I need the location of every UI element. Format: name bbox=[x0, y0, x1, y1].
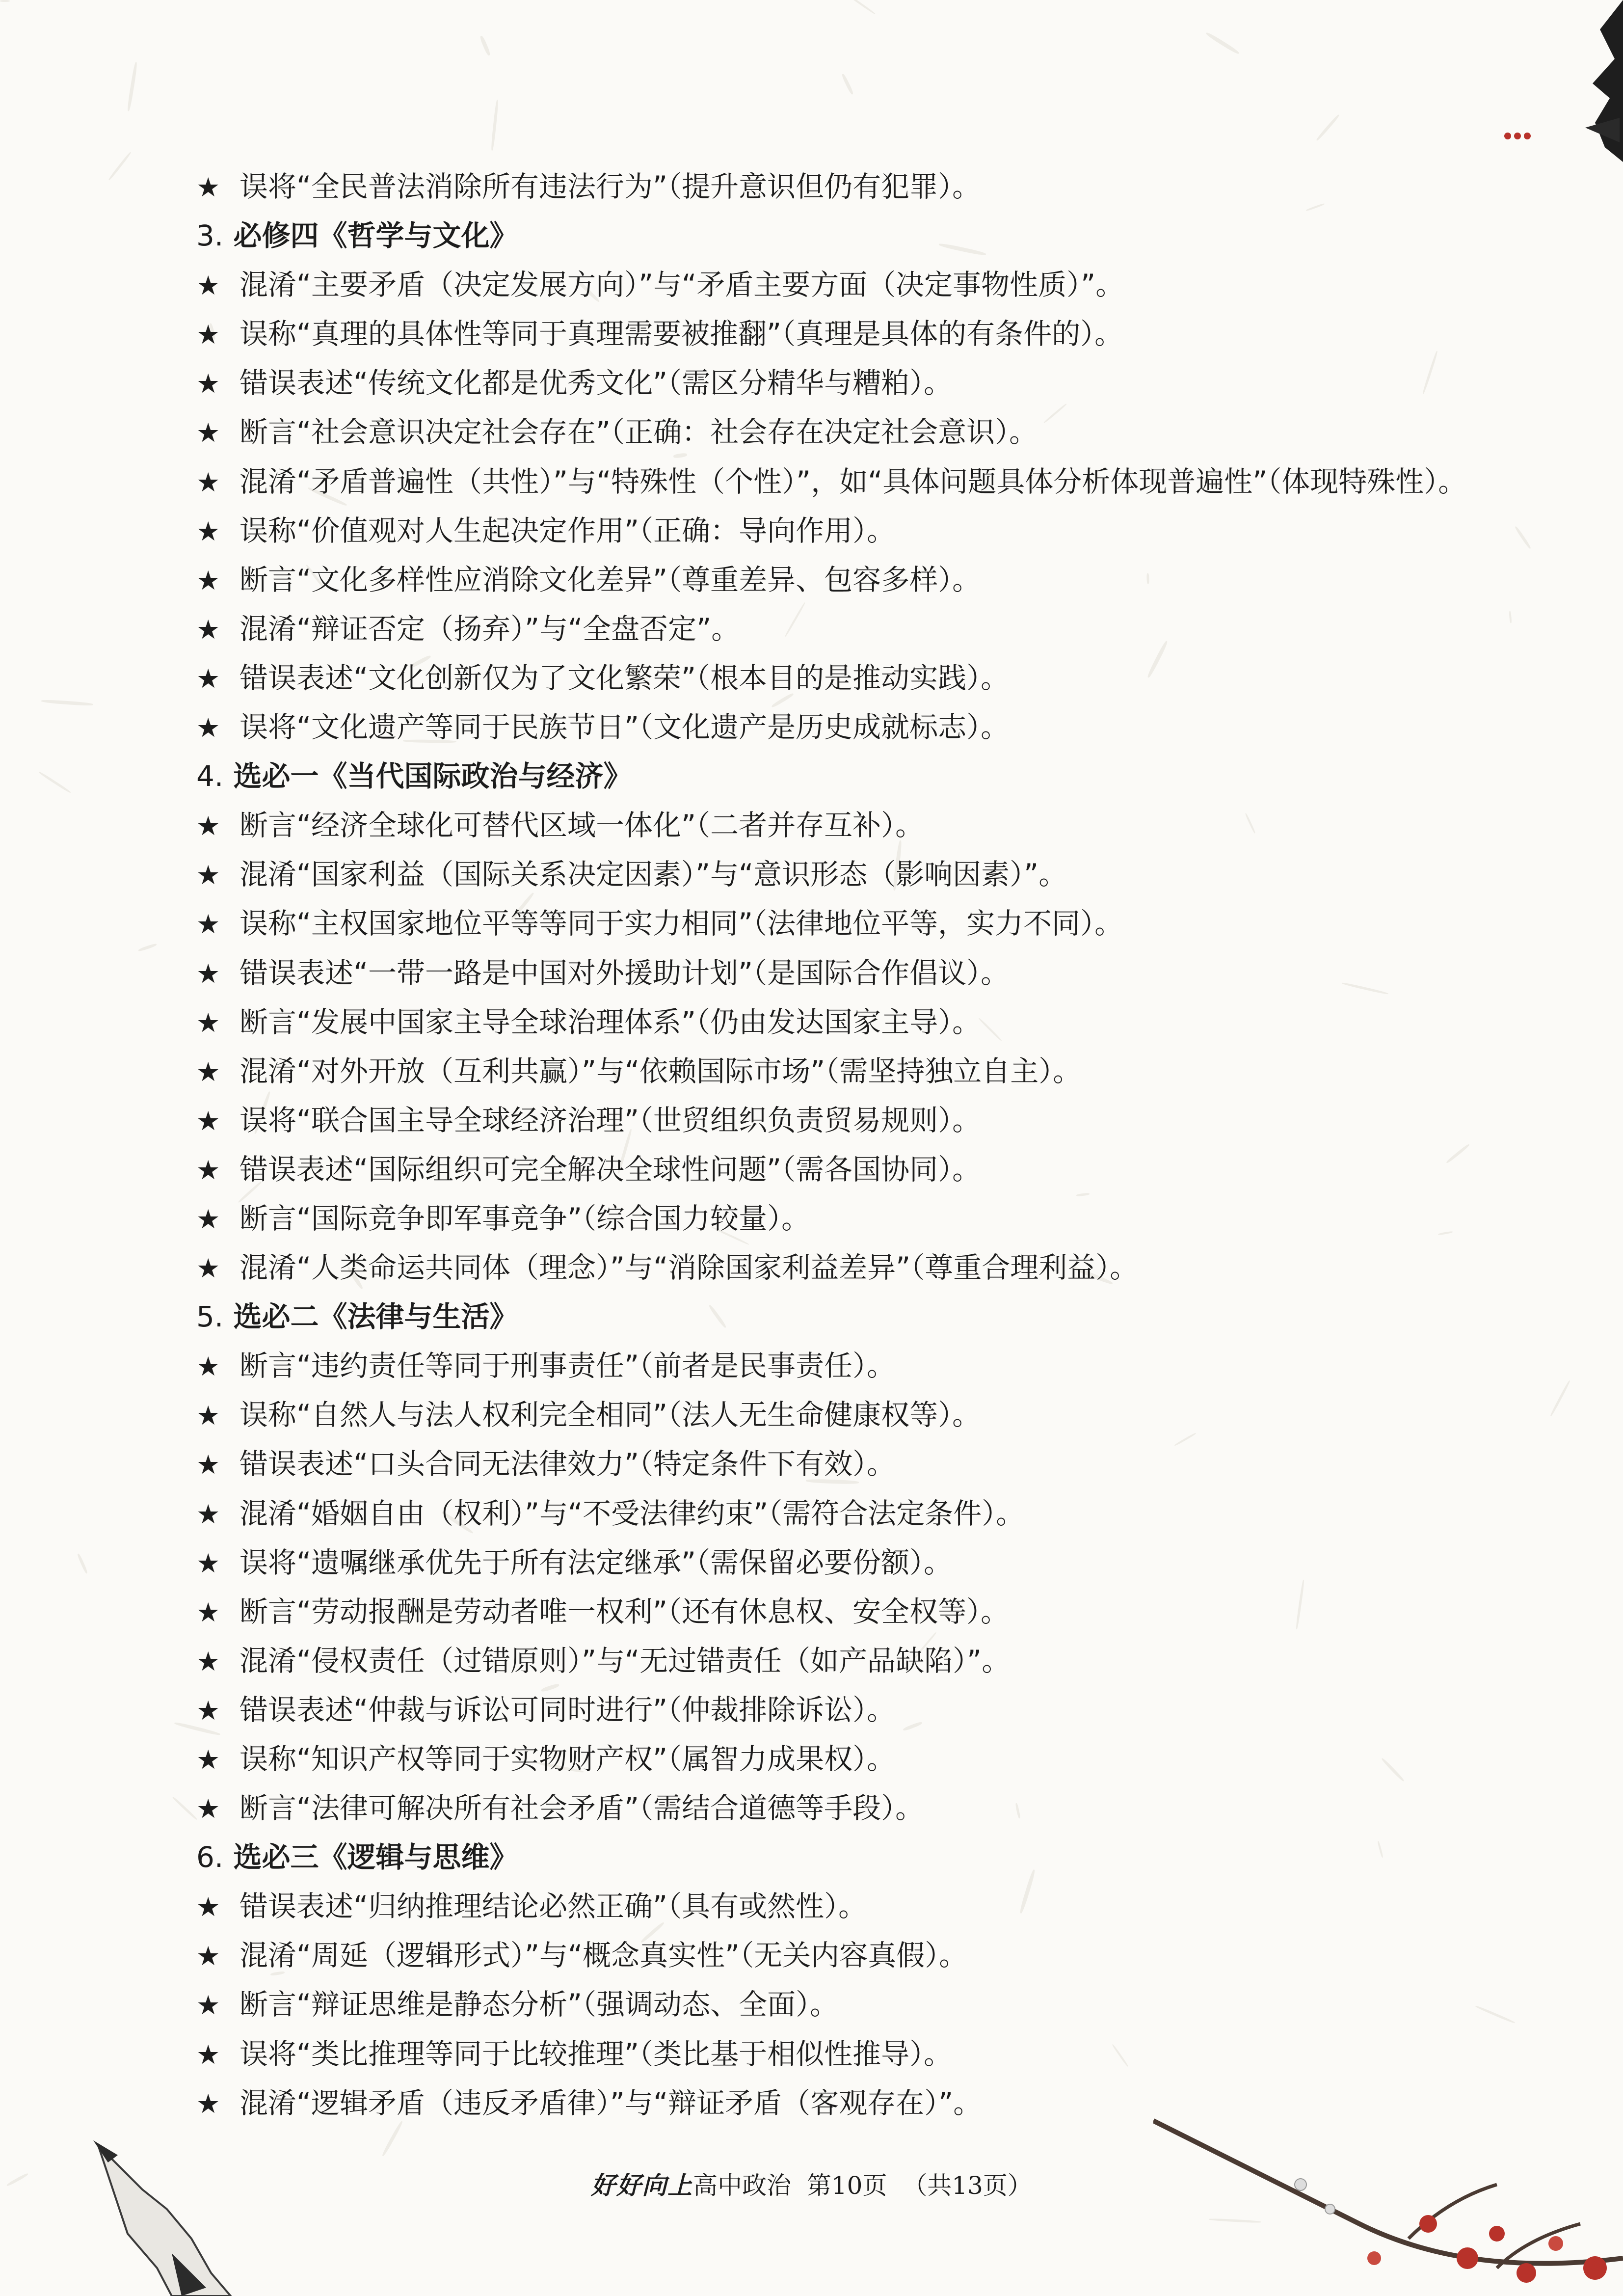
list-item bbox=[196, 998, 1492, 1047]
list-item-text: 混淆“婚姻自由（权利）”与“不受法律约束”（需符合法定条件）。 bbox=[239, 1496, 1025, 1530]
footer-page-total: （共13页） bbox=[903, 2171, 1032, 2200]
paper-texture bbox=[172, 1796, 197, 1820]
list-item-text: 错误表述“仲裁与诉讼可同时进行”（仲裁排除诉讼）。 bbox=[239, 1693, 896, 1727]
list-item bbox=[196, 653, 1492, 702]
list-item bbox=[196, 948, 1492, 998]
star-bullet-icon: ★ bbox=[196, 810, 220, 842]
list-item-text: 误将“类比推理等同于比较推理”（类比基于相似性推导）。 bbox=[239, 2037, 953, 2071]
star-bullet-icon: ★ bbox=[196, 1351, 220, 1382]
list-item-text: 断言“文化多样性应消除文化差异”（尊重差异、包容多样）。 bbox=[239, 563, 981, 596]
star-bullet-icon: ★ bbox=[196, 614, 220, 645]
paper-texture bbox=[1205, 31, 1240, 55]
list-item bbox=[196, 1145, 1492, 1194]
crane-decoration bbox=[83, 2126, 260, 2296]
list-item bbox=[196, 555, 1492, 604]
list-item bbox=[196, 1243, 1492, 1292]
list-item bbox=[196, 309, 1492, 358]
list-item-text: 误将“文化遗产等同于民族节日”（文化遗产是历史成就标志）。 bbox=[239, 710, 1010, 744]
list-item-text: 误将“联合国主导全球经济治理”（世贸组织负责贸易规则）。 bbox=[239, 1103, 981, 1137]
list-item bbox=[196, 358, 1492, 407]
footer-page-number: 第10页 bbox=[806, 2171, 887, 2200]
list-item bbox=[196, 850, 1492, 899]
paper-texture bbox=[1550, 1380, 1571, 1417]
star-bullet-icon: ★ bbox=[196, 909, 220, 940]
star-bullet-icon: ★ bbox=[196, 1990, 220, 2021]
red-seal-decoration bbox=[1502, 129, 1541, 143]
list-item bbox=[196, 801, 1492, 850]
document-body bbox=[196, 162, 1492, 2128]
list-item-text: 断言“社会意识决定社会存在”（正确：社会存在决定社会意识）。 bbox=[239, 415, 1038, 449]
list-item-text: 混淆“人类命运共同体（理念）”与“消除国家利益差异”（尊重合理利益）。 bbox=[239, 1251, 1139, 1285]
star-bullet-icon: ★ bbox=[196, 1547, 220, 1579]
paper-texture bbox=[845, 0, 876, 15]
star-bullet-icon: ★ bbox=[196, 1007, 220, 1038]
paper-texture bbox=[1509, 611, 1512, 623]
section-title: 选必三《逻辑与思维》 bbox=[233, 1840, 518, 1874]
paper-texture bbox=[127, 62, 138, 111]
list-item-text: 误称“自然人与法人权利完全相同”（法人无生命健康权等）。 bbox=[239, 1398, 981, 1432]
list-item-text: 断言“发展中国家主导全球治理体系”（仍由发达国家主导）。 bbox=[239, 1005, 981, 1039]
star-bullet-icon: ★ bbox=[196, 466, 220, 498]
list-item-text: 混淆“侵权责任（过错原则）”与“无过错责任（如产品缺陷）”。 bbox=[239, 1644, 1011, 1677]
star-bullet-icon: ★ bbox=[196, 1449, 220, 1481]
star-bullet-icon: ★ bbox=[196, 712, 220, 744]
list-item bbox=[196, 1882, 1492, 1931]
star-bullet-icon: ★ bbox=[196, 515, 220, 547]
star-bullet-icon: ★ bbox=[196, 1154, 220, 1186]
list-item bbox=[196, 1439, 1492, 1488]
star-bullet-icon: ★ bbox=[196, 1056, 220, 1087]
list-item bbox=[196, 506, 1492, 555]
list-item-text: 断言“辩证思维是静态分析”（强调动态、全面）。 bbox=[239, 1988, 839, 2022]
list-item bbox=[196, 1194, 1492, 1243]
section-number: 4. bbox=[196, 759, 224, 793]
star-bullet-icon: ★ bbox=[196, 270, 220, 301]
star-bullet-icon: ★ bbox=[196, 1596, 220, 1628]
star-bullet-icon: ★ bbox=[196, 1105, 220, 1136]
paper-texture bbox=[41, 699, 93, 706]
list-item bbox=[196, 457, 1492, 506]
list-item-text: 误将“遗嘱继承优先于所有法定继承”（需保留必要份额）。 bbox=[239, 1545, 953, 1579]
list-item bbox=[196, 1587, 1492, 1636]
list-item bbox=[196, 1489, 1492, 1538]
star-bullet-icon: ★ bbox=[196, 663, 220, 694]
star-bullet-icon: ★ bbox=[196, 1203, 220, 1235]
star-bullet-icon: ★ bbox=[196, 172, 220, 203]
list-item-text: 混淆“辩证否定（扬弃）”与“全盘否定”。 bbox=[239, 612, 740, 646]
list-item-text: 错误表述“一带一路是中国对外援助计划”（是国际合作倡议）。 bbox=[239, 956, 1010, 990]
list-item bbox=[196, 1636, 1492, 1685]
section-heading bbox=[196, 1292, 1492, 1341]
list-item-text: 混淆“对外开放（互利共赢）”与“依赖国际市场”（需坚持独立自主）。 bbox=[239, 1054, 1082, 1088]
list-item-text: 错误表述“口头合同无法律效力”（特定条件下有效）。 bbox=[239, 1447, 896, 1481]
list-item-text: 误将“全民普法消除所有违法行为”（提升意识但仍有犯罪）。 bbox=[239, 170, 981, 203]
section-title: 选必二《法律与生活》 bbox=[233, 1300, 518, 1334]
star-bullet-icon: ★ bbox=[196, 860, 220, 891]
list-item-text: 混淆“矛盾普遍性（共性）”与“特殊性（个性）”，如“具体问题具体分析体现普遍性”（体现特殊性）。 bbox=[239, 464, 1467, 498]
section-heading bbox=[196, 1833, 1492, 1882]
list-item-text: 断言“劳动报酬是劳动者唯一权利”（还有休息权、安全权等）。 bbox=[239, 1594, 1010, 1628]
list-item-text: 误称“价值观对人生起决定作用”（正确：导向作用）。 bbox=[239, 513, 896, 547]
list-item bbox=[196, 1931, 1492, 1980]
paper-texture bbox=[491, 100, 499, 151]
paper-texture bbox=[0, 0, 10, 2]
list-item-text: 断言“经济全球化可替代区域一体化”（二者并存互补）。 bbox=[239, 809, 924, 842]
paper-texture bbox=[479, 35, 491, 56]
list-item bbox=[196, 407, 1492, 457]
list-item bbox=[196, 1096, 1492, 1145]
list-item bbox=[196, 1538, 1492, 1587]
star-bullet-icon: ★ bbox=[196, 958, 220, 989]
list-item bbox=[196, 1980, 1492, 2029]
star-bullet-icon: ★ bbox=[196, 2039, 220, 2070]
section-heading bbox=[196, 211, 1492, 260]
bird-decoration bbox=[1546, 0, 1623, 162]
list-item-text: 错误表述“文化创新仅为了文化繁荣”（根本目的是推动实践）。 bbox=[239, 661, 1010, 695]
list-item bbox=[196, 1390, 1492, 1439]
star-bullet-icon: ★ bbox=[196, 1793, 220, 1825]
section-title: 选必一《当代国际政治与经济》 bbox=[233, 759, 632, 793]
section-title: 必修四《哲学与文化》 bbox=[233, 219, 518, 253]
star-bullet-icon: ★ bbox=[196, 1400, 220, 1432]
list-item-text: 混淆“逻辑矛盾（违反矛盾律）”与“辩证矛盾（客观存在）”。 bbox=[239, 2086, 982, 2120]
list-item-text: 误称“真理的具体性等同于真理需要被推翻”（真理是具体的有条件的）。 bbox=[239, 317, 1123, 351]
star-bullet-icon: ★ bbox=[196, 1253, 220, 1284]
plum-blossom-decoration bbox=[1153, 2111, 1623, 2296]
paper-texture bbox=[1514, 526, 1531, 549]
list-item-text: 断言“违约责任等同于刑事责任”（前者是民事责任）。 bbox=[239, 1349, 896, 1383]
star-bullet-icon: ★ bbox=[196, 1646, 220, 1677]
paper-texture bbox=[108, 152, 132, 181]
list-item-text: 混淆“国家利益（国际关系决定因素）”与“意识形态（影响因素）”。 bbox=[239, 858, 1067, 891]
star-bullet-icon: ★ bbox=[196, 368, 220, 400]
section-heading bbox=[196, 752, 1492, 801]
list-item bbox=[196, 1341, 1492, 1390]
list-item bbox=[196, 702, 1492, 752]
list-item bbox=[196, 899, 1492, 948]
footer-brand: 好好向上 bbox=[591, 2171, 693, 2200]
list-item-text: 误称“主权国家地位平等等同于实力相同”（法律地位平等，实力不同）。 bbox=[239, 907, 1123, 941]
star-bullet-icon: ★ bbox=[196, 1695, 220, 1726]
paper-texture bbox=[77, 1553, 88, 1574]
star-bullet-icon: ★ bbox=[196, 417, 220, 449]
list-item bbox=[196, 604, 1492, 653]
list-item-text: 错误表述“国际组织可完全解决全球性问题”（需各国协同）。 bbox=[239, 1152, 981, 1186]
list-item-text: 断言“国际竞争即军事竞争”（综合国力较量）。 bbox=[239, 1201, 810, 1235]
star-bullet-icon: ★ bbox=[196, 565, 220, 596]
list-item-text: 断言“法律可解决所有社会矛盾”（需结合道德等手段）。 bbox=[239, 1791, 924, 1825]
list-item-text: 误称“知识产权等同于实物财产权”（属智力成果权）。 bbox=[239, 1742, 896, 1776]
star-bullet-icon: ★ bbox=[196, 319, 220, 351]
footer-subject: 高中政治 bbox=[693, 2171, 792, 2200]
list-item bbox=[196, 260, 1492, 309]
paper-texture bbox=[841, 73, 854, 95]
star-bullet-icon: ★ bbox=[196, 2088, 220, 2119]
list-item bbox=[196, 2029, 1492, 2079]
paper-texture bbox=[38, 771, 71, 793]
list-item-text: 混淆“主要矛盾（决定发展方向）”与“矛盾主要方面（决定事物性质）”。 bbox=[239, 268, 1124, 302]
list-item bbox=[196, 1734, 1492, 1783]
section-number: 6. bbox=[196, 1840, 224, 1874]
list-item bbox=[196, 1783, 1492, 1833]
paper-texture bbox=[1316, 114, 1340, 141]
list-item-text: 错误表述“传统文化都是优秀文化”（需区分精华与糟粕）。 bbox=[239, 366, 953, 400]
list-item bbox=[196, 1047, 1492, 1096]
list-item-text: 错误表述“归纳推理结论必然正确”（具有或然性）。 bbox=[239, 1890, 867, 1923]
section-number: 3. bbox=[196, 219, 224, 253]
list-item-text: 混淆“周延（逻辑形式）”与“概念真实性”（无关内容真假）。 bbox=[239, 1939, 968, 1972]
star-bullet-icon: ★ bbox=[196, 1941, 220, 1972]
star-bullet-icon: ★ bbox=[196, 1891, 220, 1923]
star-bullet-icon: ★ bbox=[196, 1498, 220, 1530]
section-number: 5. bbox=[196, 1300, 224, 1334]
list-item bbox=[196, 162, 1492, 211]
paper-texture bbox=[138, 943, 157, 952]
list-item bbox=[196, 1685, 1492, 1734]
star-bullet-icon: ★ bbox=[196, 1744, 220, 1775]
